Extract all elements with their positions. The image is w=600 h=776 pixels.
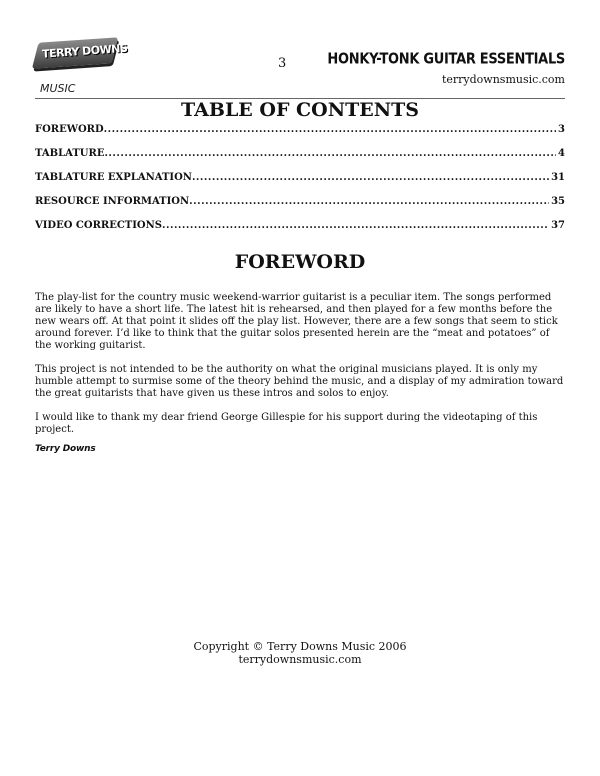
toc-leader-dots <box>162 220 549 231</box>
foreword-body <box>35 292 565 448</box>
copyright-notice: Copyright © Terry Downs Music 2006 <box>193 640 407 653</box>
logo-subtitle: MUSIC <box>40 82 76 95</box>
toc-entry-page: 37 <box>551 220 565 231</box>
toc-entry-page: 3 <box>558 124 565 135</box>
toc-leader-dots <box>104 124 556 135</box>
toc-entry-tablature-explanation[interactable] <box>35 172 565 196</box>
author-signature: Terry Downs <box>35 444 96 454</box>
terry-downs-logo <box>30 36 128 98</box>
foreword-paragraph: I would like to thank my dear friend George Gillespie for his support during the videotaping of this project. <box>35 412 538 435</box>
toc-entry-tablature[interactable] <box>35 148 565 172</box>
foreword-paragraph: This project is not intended to be the authority on what the original musicians played. It is only my humble attempt to surmise some of the theory behind the music, and a display of my admiration toward the great guitarists that have given us these intros and solos to enjoy. <box>35 364 564 399</box>
header-website: terrydownsmusic.com <box>441 73 565 86</box>
book-title: HONKY-TONK GUITAR ESSENTIALS <box>327 50 565 69</box>
toc-entry-page: 35 <box>551 196 565 207</box>
foreword-title: FOREWORD <box>234 251 366 273</box>
toc-entry-page: 4 <box>558 148 565 159</box>
toc-entry-label: FOREWORD <box>35 124 104 135</box>
toc-entry-resource-information[interactable] <box>35 196 565 220</box>
toc-leader-dots <box>104 148 556 159</box>
table-of-contents <box>35 124 565 244</box>
page-footer <box>0 640 600 666</box>
toc-leader-dots <box>192 172 549 183</box>
toc-entry-label: VIDEO CORRECTIONS <box>35 220 162 231</box>
footer-website: terrydownsmusic.com <box>238 653 362 666</box>
toc-entry-label: TABLATURE EXPLANATION <box>35 172 192 183</box>
toc-entry-page: 31 <box>551 172 565 183</box>
page-number: 3 <box>278 56 287 71</box>
toc-title: TABLE OF CONTENTS <box>181 99 419 121</box>
toc-leader-dots <box>189 196 549 207</box>
toc-entry-video-corrections[interactable] <box>35 220 565 244</box>
toc-entry-foreword[interactable] <box>35 124 565 148</box>
toc-entry-label: TABLATURE <box>35 148 105 159</box>
foreword-paragraph: The play-list for the country music weekend-warrior guitarist is a peculiar item. The songs performed are likely to have a short life. The latest hit is rehearsed, and then played for a few months before the new wears off. At that point it slides off the play list. However, there are a few songs that seem to stick around forever. I’d like to think that the guitar solos presented herein are the “meat and potatoes” of the working guitarist. <box>35 292 558 351</box>
toc-entry-label: RESOURCE INFORMATION <box>35 196 190 207</box>
logo-text: TERRY DOWNS <box>41 41 128 61</box>
